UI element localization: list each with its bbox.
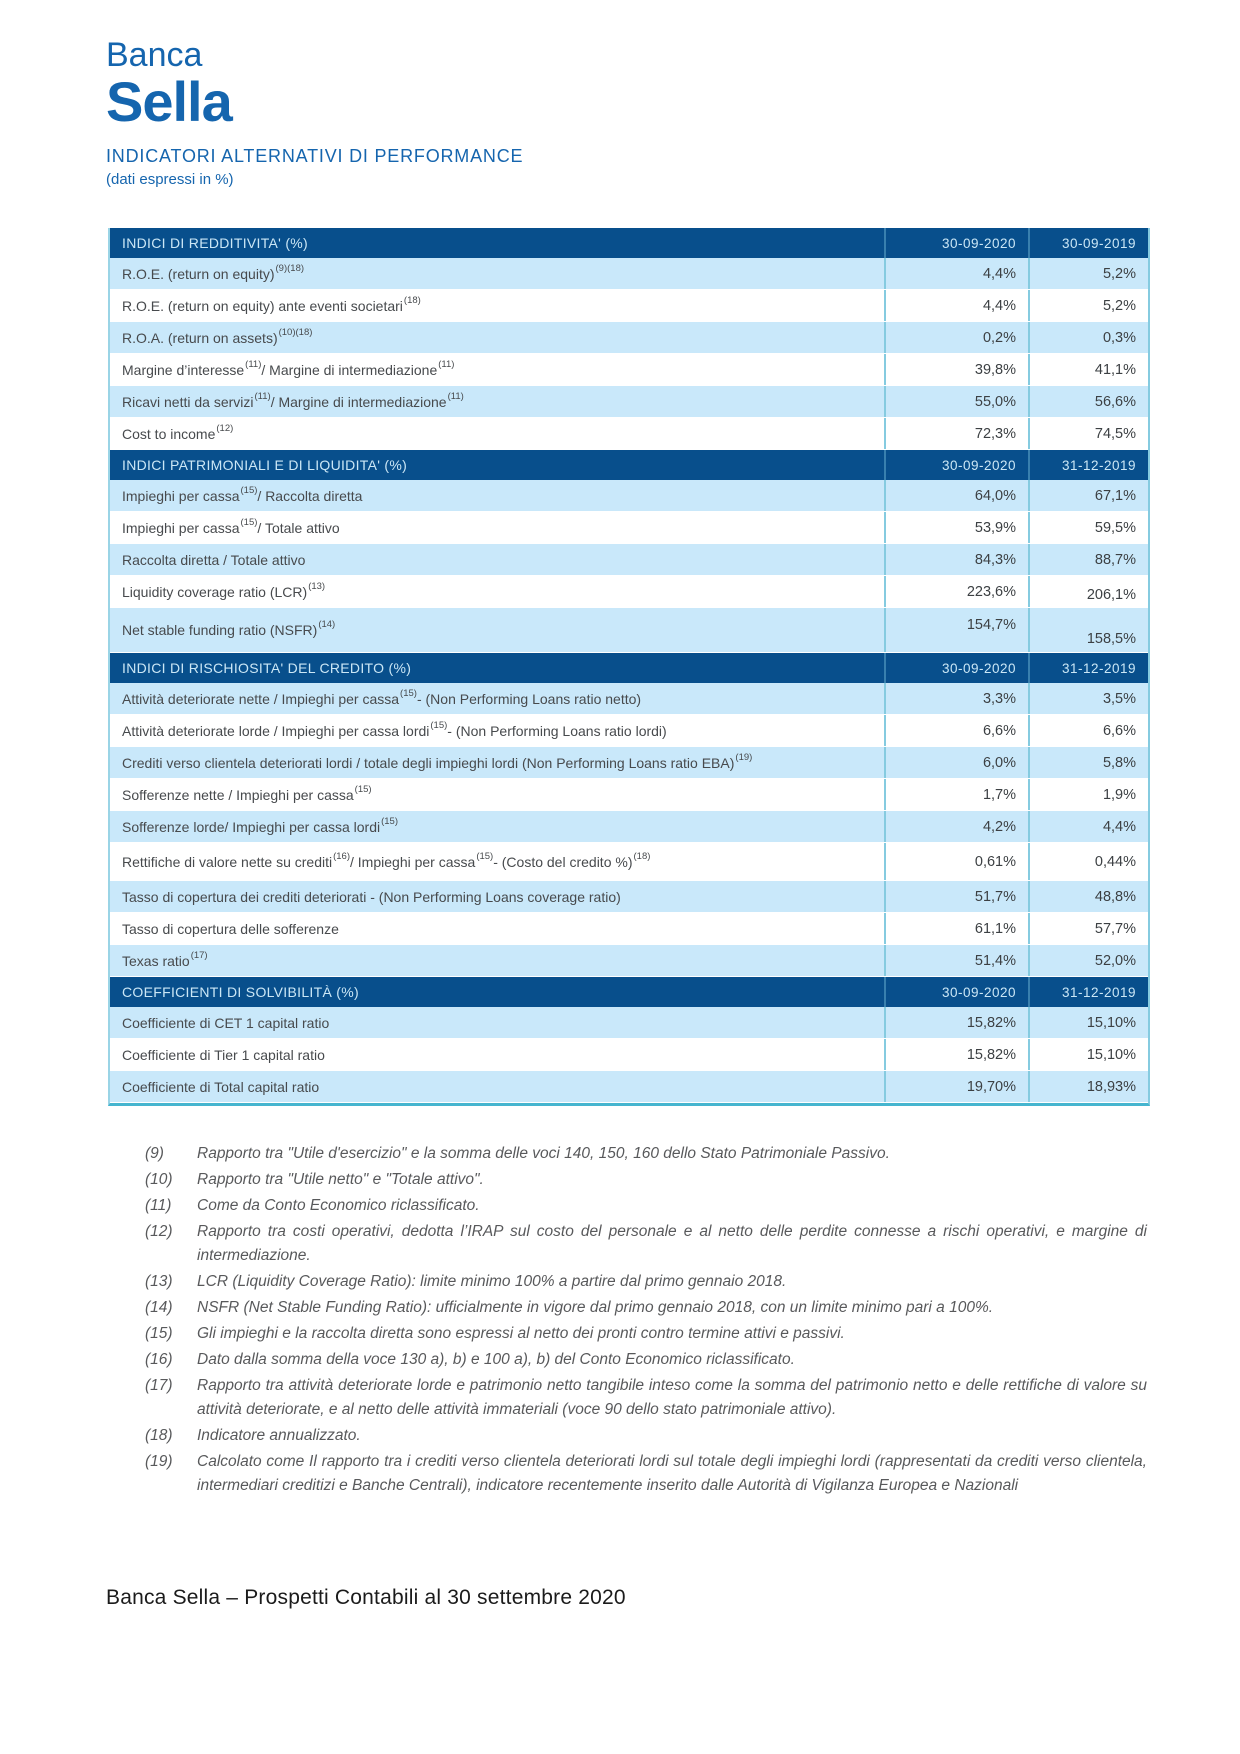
row-value-prior: 0,44% (1028, 843, 1148, 880)
footnote-number: (16) (145, 1351, 173, 1368)
row-value-prior: 0,3% (1028, 322, 1148, 353)
row-value-prior: 74,5% (1028, 418, 1148, 449)
footnote-item (145, 1168, 1147, 1192)
table-section-header (110, 653, 1148, 683)
footnote-text: Indicatore annualizzato. (197, 1427, 361, 1444)
row-label: Liquidity coverage ratio (LCR) $^{(13)}$ (122, 580, 326, 600)
row-label: R.O.E. (return on equity) $^{(9)(18)}$ (122, 262, 305, 282)
table-row (110, 1039, 1148, 1071)
footnote-text: Rapporto tra costi operativi, dedotta l’IRAP sul costo del personale e al netto delle perdite connesse a rischi operativi, e margine di intermediazione. (197, 1223, 1147, 1264)
table-row (110, 290, 1148, 322)
footnote-text: LCR (Liquidity Coverage Ratio): limite minimo 100% a partire dal primo gennaio 2018. (197, 1273, 787, 1290)
table-row (110, 715, 1148, 747)
footnote-number: (18) (145, 1427, 173, 1444)
footnote-text: Gli impieghi e la raccolta diretta sono espressi al netto dei pronti contro termine attivi e passivi. (197, 1325, 845, 1342)
banca-sella-logo (0, 0, 1240, 133)
row-value-prior: 5,2% (1028, 290, 1148, 321)
footnote-item (145, 1374, 1147, 1422)
row-value-current: 15,82% (884, 1007, 1028, 1038)
row-label: Impieghi per cassa $^{(15)}$ / Totale attivo (122, 516, 340, 536)
table-row (110, 811, 1148, 843)
row-value-current: 15,82% (884, 1039, 1028, 1070)
footnote-text: Come da Conto Economico riclassificato. (197, 1197, 480, 1214)
row-value-current: 55,0% (884, 386, 1028, 417)
table-row (110, 913, 1148, 945)
row-value-current: 72,3% (884, 418, 1028, 449)
section-col-date-prior: 31-12-2019 (1028, 450, 1148, 480)
table-row (110, 354, 1148, 386)
row-value-prior: 6,6% (1028, 715, 1148, 746)
row-label: Impieghi per cassa $^{(15)}$ / Raccolta diretta (122, 484, 363, 504)
section-title: INDICI PATRIMONIALI E DI LIQUIDITA' (%) (122, 457, 408, 473)
section-col-date-current: 30-09-2020 (884, 228, 1028, 258)
table-row (110, 480, 1148, 512)
footnote-text: Rapporto tra "Utile d'esercizio" e la somma delle voci 140, 150, 160 dello Stato Patrimoniale Passivo. (197, 1145, 890, 1162)
footnote-number: (15) (145, 1325, 173, 1342)
footnote-number: (10) (145, 1171, 173, 1188)
footnote-item (145, 1450, 1147, 1498)
section-col-date-prior: 30-09-2019 (1028, 228, 1148, 258)
row-value-prior: 52,0% (1028, 945, 1148, 976)
row-label: R.O.E. (return on equity) ante eventi societari $^{(18)}$ (122, 294, 421, 314)
row-label: Tasso di copertura dei crediti deteriorati - (Non Performing Loans coverage ratio) (122, 888, 621, 905)
section-col-date-current: 30-09-2020 (884, 653, 1028, 683)
logo-word-sella: Sella (106, 70, 232, 133)
section-col-date-current: 30-09-2020 (884, 450, 1028, 480)
row-value-prior: 59,5% (1028, 512, 1148, 543)
row-label: Cost to income $^{(12)}$ (122, 422, 234, 442)
row-label: Attività deteriorate lorde / Impieghi per cassa lordi $^{(15)}$ - (Non Performing Loans ratio lordi) (122, 719, 667, 739)
row-value-current: 154,7% (884, 608, 1028, 652)
footnote-number: (19) (145, 1453, 173, 1470)
row-value-prior: 4,4% (1028, 811, 1148, 842)
row-value-current: 84,3% (884, 544, 1028, 575)
section-title: INDICI DI RISCHIOSITA' DEL CREDITO (%) (122, 660, 412, 676)
row-label: Sofferenze nette / Impieghi per cassa $^{(15)}$ (122, 783, 372, 803)
row-label: Coefficiente di Total capital ratio (122, 1078, 320, 1095)
row-value-prior: 15,10% (1028, 1007, 1148, 1038)
footnote-text: NSFR (Net Stable Funding Ratio): ufficialmente in vigore dal primo gennaio 2018, con un limite minimo pari a 100%. (197, 1299, 994, 1316)
row-value-prior: 15,10% (1028, 1039, 1148, 1070)
row-value-current: 0,2% (884, 322, 1028, 353)
row-value-prior: 5,8% (1028, 747, 1148, 778)
row-value-prior: 18,93% (1028, 1071, 1148, 1102)
footnote-text: Calcolato come Il rapporto tra i crediti verso clientela deteriorati lordi sul totale degli impieghi lordi (rappresentati da crediti verso clientela, intermediari creditizi e Banche Centrali), indicatore recentemente inserito dalle Autorità di Vigilanza Europea e Nazionali (197, 1453, 1147, 1494)
table-row (110, 779, 1148, 811)
footnote-number: (12) (145, 1223, 173, 1240)
footnote-item (145, 1220, 1147, 1268)
row-value-current: 51,4% (884, 945, 1028, 976)
section-col-date-prior: 31-12-2019 (1028, 977, 1148, 1007)
row-label: Margine d’interesse $^{(11)}$ / Margine di intermediazione $^{(11)}$ (122, 358, 455, 378)
table-row (110, 418, 1148, 450)
page-footer: Banca Sella – Prospetti Contabili al 30 settembre 2020 (106, 1586, 626, 1609)
page-subtitle: (dati espressi in %) (106, 171, 234, 188)
footnote-item (145, 1142, 1147, 1166)
table-row (110, 258, 1148, 290)
row-value-prior: 3,5% (1028, 683, 1148, 714)
footnote-text: Rapporto tra "Utile netto" e "Totale attivo". (197, 1171, 484, 1188)
table-row (110, 1071, 1148, 1103)
row-value-current: 51,7% (884, 881, 1028, 912)
table-row (110, 576, 1148, 608)
row-value-current: 6,6% (884, 715, 1028, 746)
row-label: Sofferenze lorde/ Impieghi per cassa lordi $^{(15)}$ (122, 815, 399, 835)
table-section-header (110, 977, 1148, 1007)
row-value-prior: 67,1% (1028, 480, 1148, 511)
section-col-date-current: 30-09-2020 (884, 977, 1028, 1007)
row-value-current: 4,2% (884, 811, 1028, 842)
row-label: Net stable funding ratio (NSFR) $^{(14)}$ (122, 619, 336, 638)
row-value-current: 6,0% (884, 747, 1028, 778)
row-label: Raccolta diretta / Totale attivo (122, 551, 306, 568)
table-row (110, 945, 1148, 977)
row-label: R.O.A. (return on assets) $^{(10)(18)}$ (122, 326, 313, 346)
table-section-header (110, 228, 1148, 258)
section-col-date-prior: 31-12-2019 (1028, 653, 1148, 683)
row-value-current: 61,1% (884, 913, 1028, 944)
table-row (110, 608, 1148, 653)
row-value-prior: 41,1% (1028, 354, 1148, 385)
row-value-current: 53,9% (884, 512, 1028, 543)
row-label: Coefficiente di Tier 1 capital ratio (122, 1046, 325, 1063)
logo-word-banca: Banca (106, 36, 203, 74)
row-value-current: 19,70% (884, 1071, 1028, 1102)
table-row (110, 1007, 1148, 1039)
indicators-table (108, 228, 1150, 1106)
table-row (110, 881, 1148, 913)
row-value-current: 64,0% (884, 480, 1028, 511)
section-title: COEFFICIENTI DI SOLVIBILITÀ (%) (122, 984, 359, 1000)
row-label: Texas ratio $^{(17)}$ (122, 949, 208, 969)
row-label: Attività deteriorate nette / Impieghi per cassa $^{(15)}$ - (Non Performing Loans ratio netto) (122, 687, 642, 707)
table-row (110, 544, 1148, 576)
row-value-current: 223,6% (884, 576, 1028, 607)
footnote-number: (9) (145, 1145, 164, 1162)
row-label: Ricavi netti da servizi $^{(11)}$ / Margine di intermediazione $^{(11)}$ (122, 390, 464, 410)
row-value-prior: 5,2% (1028, 258, 1148, 289)
row-label: Tasso di copertura delle sofferenze (122, 920, 339, 937)
row-value-prior: 88,7% (1028, 544, 1148, 575)
table-row (110, 747, 1148, 779)
row-value-current: 0,61% (884, 843, 1028, 880)
row-value-prior: 206,1% (1028, 576, 1148, 607)
footnote-item (145, 1424, 1147, 1448)
footnote-number: (13) (145, 1273, 173, 1290)
footnote-item (145, 1194, 1147, 1218)
page-title: INDICATORI ALTERNATIVI DI PERFORMANCE (106, 146, 524, 166)
row-value-current: 4,4% (884, 290, 1028, 321)
table-row (110, 843, 1148, 881)
footnote-text: Dato dalla somma della voce 130 a), b) e 100 a), b) del Conto Economico riclassificato. (197, 1351, 795, 1368)
footnote-item (145, 1348, 1147, 1372)
footnote-text: Rapporto tra attività deteriorate lorde e patrimonio netto tangibile inteso come la somma del patrimonio netto e delle rettifiche di valore su attività deteriorate, e al netto delle attività immateriali (voce 90 dello stato patrimoniale attivo). (197, 1377, 1147, 1418)
row-label: Rettifiche di valore nette su crediti $^{(16)}$ / Impieghi per cassa $^{(15)}$ - (Costo del credito %) $^{(18)}$ (122, 850, 651, 870)
row-value-prior: 56,6% (1028, 386, 1148, 417)
row-label: Crediti verso clientela deteriorati lordi / totale degli impieghi lordi (Non Performing Loans ratio EBA) $^{(19)}$ (122, 751, 753, 771)
table-row (110, 386, 1148, 418)
footnote-item (145, 1322, 1147, 1346)
table-row (110, 322, 1148, 354)
row-value-current: 1,7% (884, 779, 1028, 810)
row-value-prior: 57,7% (1028, 913, 1148, 944)
footnote-number: (17) (145, 1377, 173, 1394)
row-value-prior: 158,5% (1028, 608, 1148, 652)
row-value-current: 39,8% (884, 354, 1028, 385)
table-row (110, 512, 1148, 544)
footnote-item (145, 1296, 1147, 1320)
footnotes (145, 1142, 1147, 1498)
footnote-item (145, 1270, 1147, 1294)
row-value-current: 4,4% (884, 258, 1028, 289)
row-label: Coefficiente di CET 1 capital ratio (122, 1014, 330, 1031)
footnote-number: (14) (145, 1299, 173, 1316)
table-row (110, 683, 1148, 715)
footnote-number: (11) (145, 1197, 172, 1214)
section-title: INDICI DI REDDITIVITA' (%) (122, 235, 308, 251)
row-value-prior: 1,9% (1028, 779, 1148, 810)
row-value-current: 3,3% (884, 683, 1028, 714)
row-value-prior: 48,8% (1028, 881, 1148, 912)
table-section-header (110, 450, 1148, 480)
